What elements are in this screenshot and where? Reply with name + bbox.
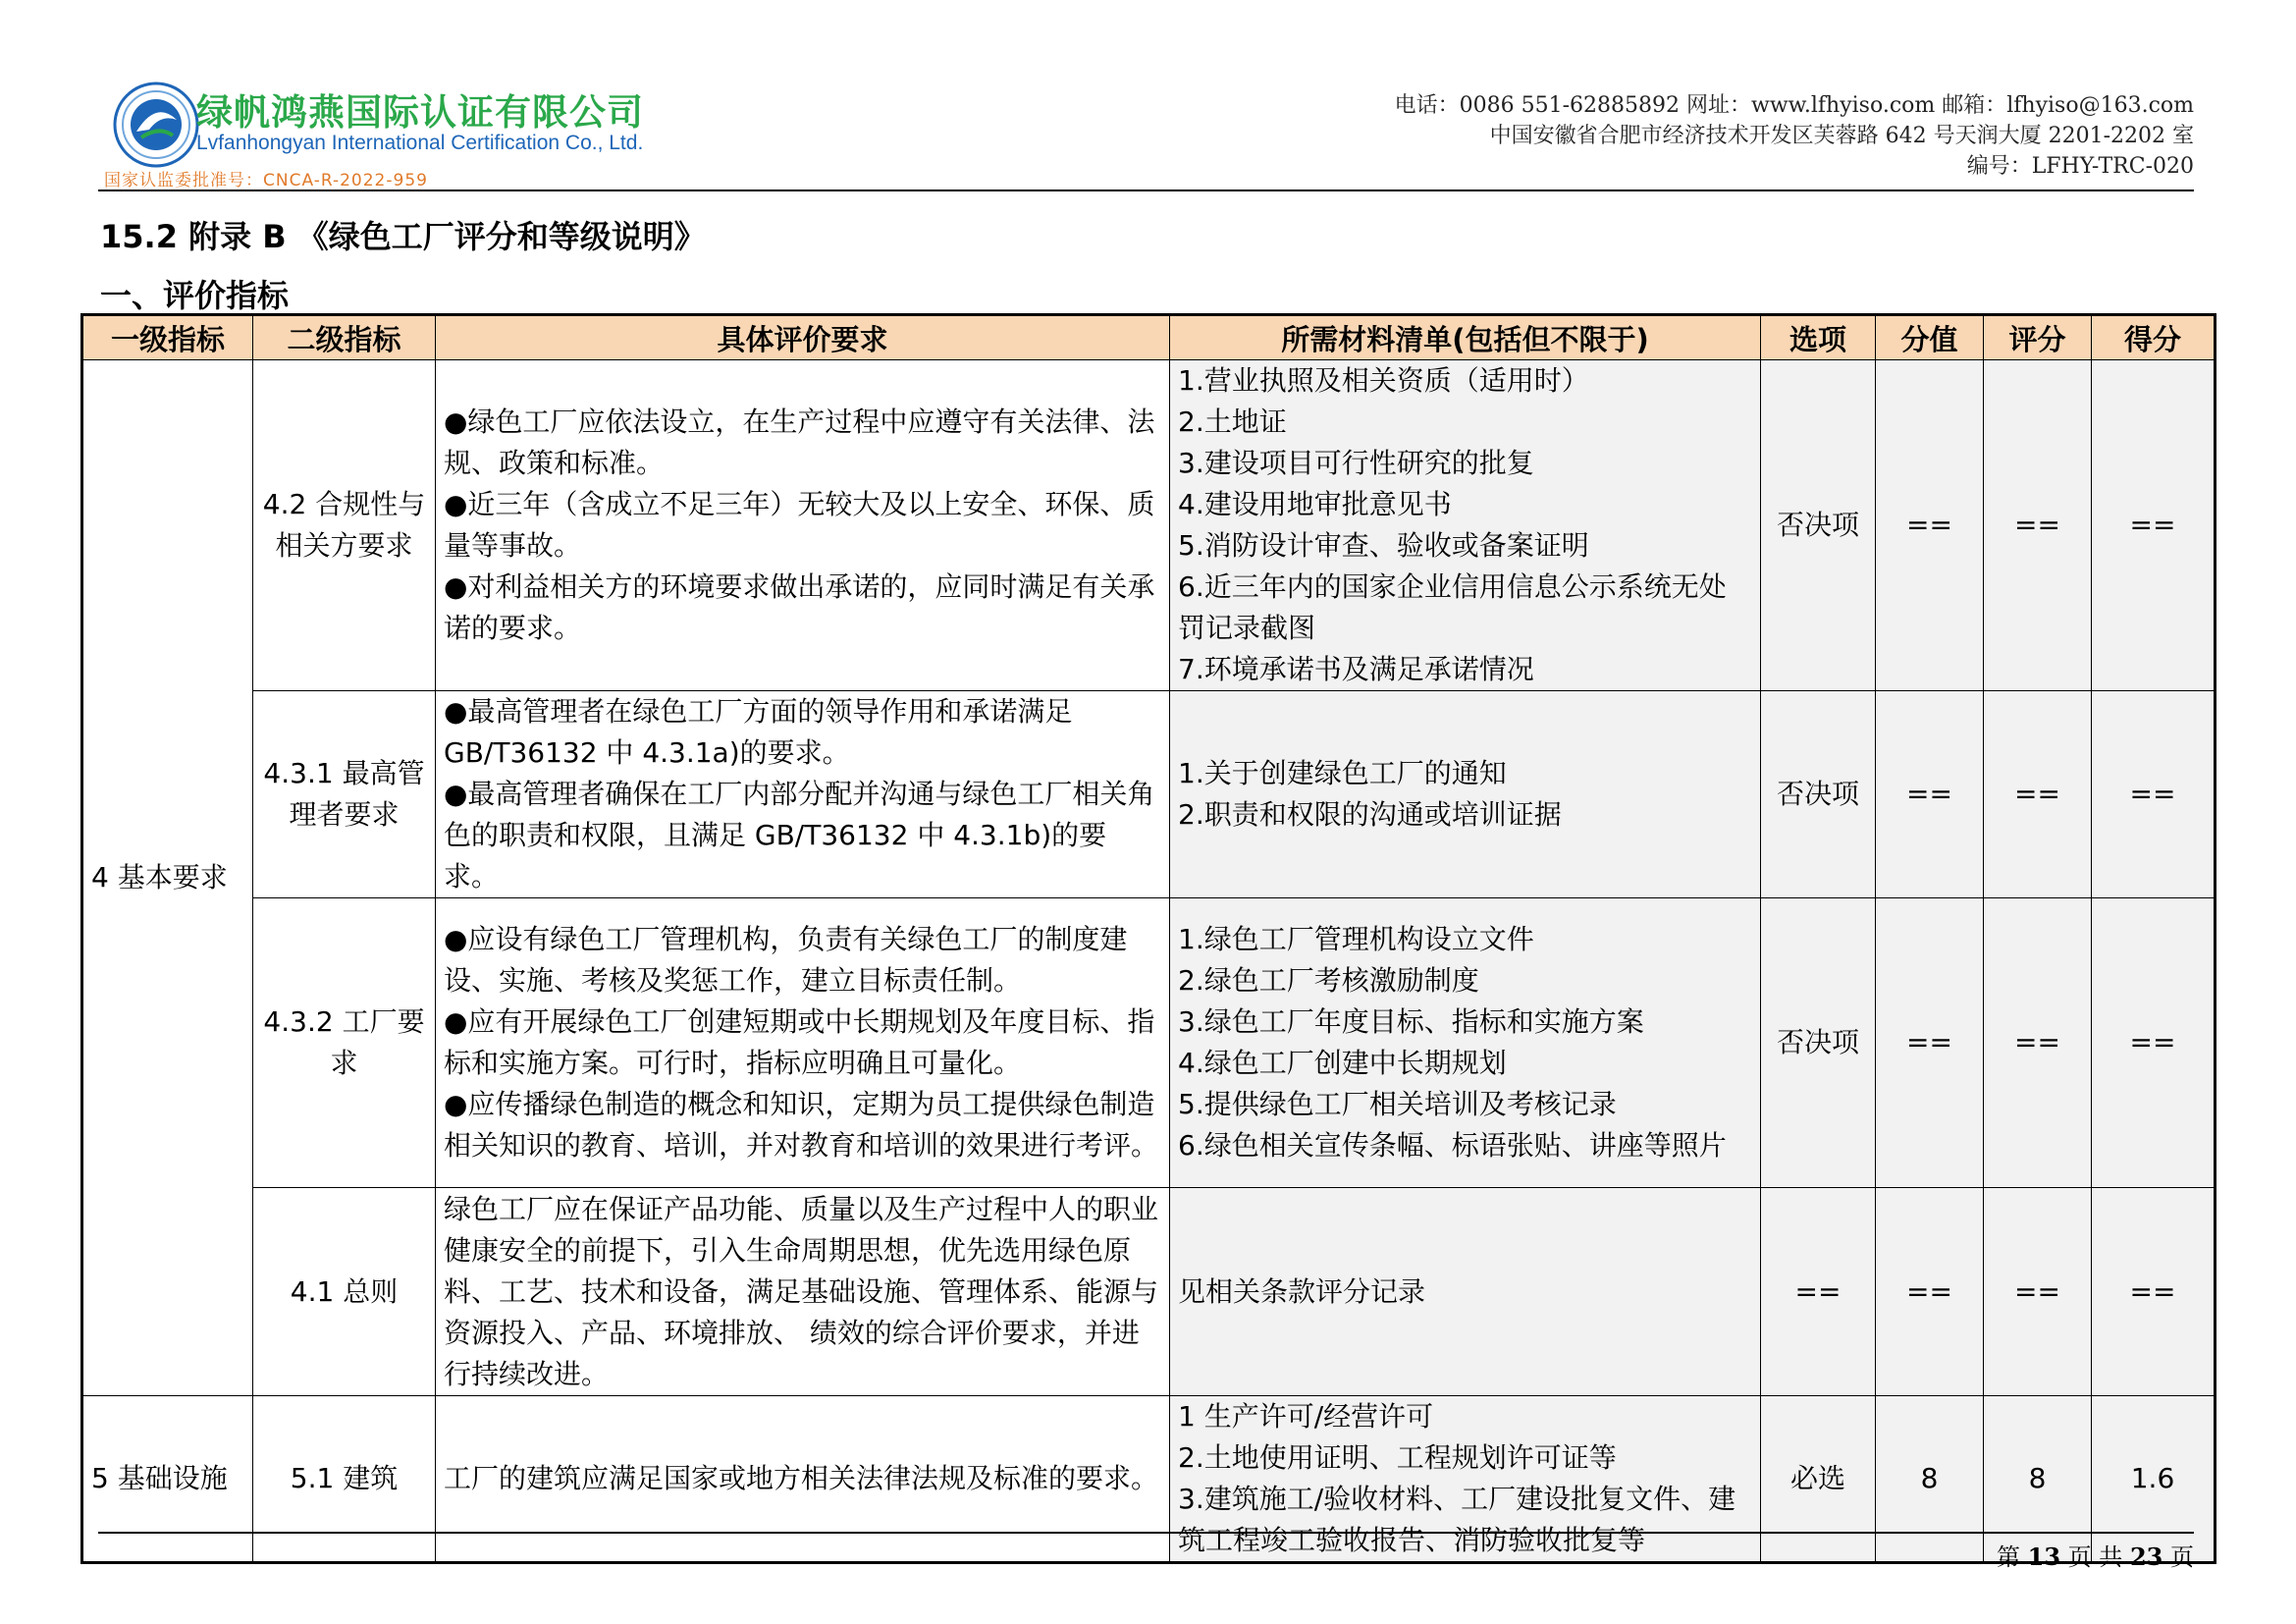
page-suffix: 页 bbox=[2170, 1543, 2194, 1571]
table-row bbox=[82, 898, 2216, 1188]
points-cell: == bbox=[2092, 1188, 2216, 1396]
requirements-cell bbox=[436, 898, 1170, 1188]
score-value-cell: == bbox=[1876, 360, 1984, 691]
requirement-item: ●应传播绿色制造的概念和知识，定期为员工提供绿色制造相关知识的教育、培训，并对教育和培训的效果进行考评。 bbox=[444, 1088, 1159, 1162]
option-cell: 否决项 bbox=[1761, 360, 1876, 691]
column-header: 得分 bbox=[2092, 315, 2216, 360]
points-cell: 1.6 bbox=[2092, 1396, 2216, 1563]
material-item: 2.职责和权限的沟通或培训证据 bbox=[1178, 798, 1562, 831]
requirement-item: ●近三年（含成立不足三年）无较大及以上安全、环保、质量等事故。 bbox=[444, 488, 1155, 562]
material-item: 1.营业执照及相关资质（适用时） bbox=[1178, 364, 1589, 397]
requirements-cell bbox=[436, 691, 1170, 898]
requirements-cell bbox=[436, 1188, 1170, 1396]
table-header-row bbox=[82, 315, 2216, 360]
requirement-item: ●最高管理者在绿色工厂方面的领导作用和承诺满足GB/T36132 中 4.3.1a)的要求。 bbox=[444, 695, 1073, 769]
material-item: 3.建设项目可行性研究的批复 bbox=[1178, 447, 1534, 479]
option-cell: 必选 bbox=[1761, 1396, 1876, 1563]
requirement-item: ●应设有绿色工厂管理机构，负责有关绿色工厂的制度建设、实施、考核及奖惩工作，建立目标责任制。 bbox=[444, 923, 1128, 997]
page-mid: 页 共 bbox=[2067, 1543, 2123, 1571]
material-item: 7.环境承诺书及满足承诺情况 bbox=[1178, 653, 1534, 685]
material-item: 5.提供绿色工厂相关培训及考核记录 bbox=[1178, 1088, 1617, 1120]
materials-cell bbox=[1170, 1396, 1761, 1563]
table-row bbox=[82, 360, 2216, 691]
option-cell: 否决项 bbox=[1761, 898, 1876, 1188]
level2-cell: 5.1 建筑 bbox=[253, 1396, 436, 1563]
contact-line: 电话：0086 551-62885892 网址：www.lfhyiso.com 邮箱：lfhyiso@163.com bbox=[1394, 93, 2194, 118]
score-value-cell: == bbox=[1876, 691, 1984, 898]
score-value-cell: 8 bbox=[1876, 1396, 1984, 1563]
page-current: 13 bbox=[2027, 1543, 2061, 1571]
level2-cell: 4.3.2 工厂要求 bbox=[253, 898, 436, 1188]
company-logo bbox=[98, 77, 644, 190]
column-header: 评分 bbox=[1984, 315, 2092, 360]
requirement-item: 绿色工厂应在保证产品功能、质量以及生产过程中人的职业健康安全的前提下，引入生命周期思想，优先选用绿色原料、工艺、技术和设备，满足基础设施、管理体系、能源与资源投入、产品、环境排放、 绩效的综合评价要求，并进行持续改进。 bbox=[444, 1192, 1159, 1390]
column-header: 选项 bbox=[1761, 315, 1876, 360]
material-item: 3.建筑施工/验收材料、工厂建设批复文件、建筑工程竣工验收报告、消防验收批复等 bbox=[1178, 1483, 1736, 1556]
material-item: 4.建设用地审批意见书 bbox=[1178, 488, 1452, 520]
materials-cell bbox=[1170, 360, 1761, 691]
requirement-item: ●对利益相关方的环境要求做出承诺的，应同时满足有关承诺的要求。 bbox=[444, 570, 1155, 644]
page-number bbox=[1997, 1538, 2194, 1572]
material-item: 2.土地使用证明、工程规划许可证等 bbox=[1178, 1441, 1617, 1474]
column-header: 具体评价要求 bbox=[436, 315, 1170, 360]
section-title: 15.2 附录 B 《绿色工厂评分和等级说明》 bbox=[100, 218, 706, 255]
materials-cell bbox=[1170, 898, 1761, 1188]
material-item: 2.绿色工厂考核激励制度 bbox=[1178, 964, 1479, 997]
requirement-item: 工厂的建筑应满足国家或地方相关法律法规及标准的要求。 bbox=[444, 1462, 1159, 1494]
page-prefix: 第 bbox=[1996, 1543, 2020, 1571]
rating-cell: == bbox=[1984, 691, 2092, 898]
company-logo-icon bbox=[112, 81, 200, 169]
address-line: 中国安徽省合肥市经济技术开发区芙蓉路 642 号天润大厦 2201-2202 室 bbox=[1489, 124, 2194, 148]
level2-cell: 4.1 总则 bbox=[253, 1188, 436, 1396]
page-total: 23 bbox=[2129, 1543, 2163, 1571]
points-cell: == bbox=[2092, 691, 2216, 898]
page-header bbox=[98, 77, 2194, 189]
rating-cell: 8 bbox=[1984, 1396, 2092, 1563]
contact-info bbox=[1395, 90, 2194, 182]
material-item: 3.绿色工厂年度目标、指标和实施方案 bbox=[1178, 1005, 1644, 1038]
material-item: 1 生产许可/经营许可 bbox=[1178, 1400, 1434, 1433]
requirement-item: ●绿色工厂应依法设立，在生产过程中应遵守有关法律、法规、政策和标准。 bbox=[444, 406, 1155, 479]
option-cell: 否决项 bbox=[1761, 691, 1876, 898]
score-value-cell: == bbox=[1876, 898, 1984, 1188]
material-item: 4.绿色工厂创建中长期规划 bbox=[1178, 1047, 1507, 1079]
column-header: 一级指标 bbox=[82, 315, 253, 360]
material-item: 2.土地证 bbox=[1178, 406, 1287, 438]
approval-number: 国家认监委批准号：CNCA-R-2022-959 bbox=[104, 171, 428, 190]
column-header: 二级指标 bbox=[253, 315, 436, 360]
rating-cell: == bbox=[1984, 360, 2092, 691]
header-divider bbox=[98, 189, 2194, 191]
material-item: 1.绿色工厂管理机构设立文件 bbox=[1178, 923, 1534, 955]
requirements-cell bbox=[436, 1396, 1170, 1563]
table-row bbox=[82, 691, 2216, 898]
requirement-item: ●最高管理者确保在工厂内部分配并沟通与绿色工厂相关角色的职责和权限，且满足 GB/T36132 中 4.3.1b)的要求。 bbox=[444, 778, 1155, 893]
table-row bbox=[82, 1188, 2216, 1396]
material-item: 1.关于创建绿色工厂的通知 bbox=[1178, 757, 1507, 789]
table-row bbox=[82, 1396, 2216, 1563]
column-header: 分值 bbox=[1876, 315, 1984, 360]
company-name-cn: 绿帆鸿燕国际认证有限公司 bbox=[196, 91, 644, 134]
column-header: 所需材料清单(包括但不限于) bbox=[1170, 315, 1761, 360]
materials-cell bbox=[1170, 1188, 1761, 1396]
materials-cell bbox=[1170, 691, 1761, 898]
rating-cell: == bbox=[1984, 1188, 2092, 1396]
requirements-cell bbox=[436, 360, 1170, 691]
evaluation-table bbox=[80, 313, 2216, 1564]
points-cell: == bbox=[2092, 898, 2216, 1188]
level2-cell: 4.2 合规性与相关方要求 bbox=[253, 360, 436, 691]
option-cell: == bbox=[1761, 1188, 1876, 1396]
company-name-en: Lvfanhongyan International Certification Co., Ltd. bbox=[196, 132, 644, 154]
level1-cell: 4 基本要求 bbox=[82, 360, 253, 1396]
footer-divider bbox=[98, 1532, 2194, 1534]
level1-cell: 5 基础设施 bbox=[82, 1396, 253, 1563]
material-item: 6.近三年内的国家企业信用信息公示系统无处罚记录截图 bbox=[1178, 570, 1727, 644]
requirement-item: ●应有开展绿色工厂创建短期或中长期规划及年度目标、指标和实施方案。可行时，指标应明确且可量化。 bbox=[444, 1005, 1155, 1079]
level2-cell: 4.3.1 最高管理者要求 bbox=[253, 691, 436, 898]
sub-title: 一、评价指标 bbox=[100, 277, 290, 314]
material-item: 见相关条款评分记录 bbox=[1178, 1274, 1426, 1308]
score-value-cell: == bbox=[1876, 1188, 1984, 1396]
points-cell: == bbox=[2092, 360, 2216, 691]
doc-number: 编号：LFHY-TRC-020 bbox=[1966, 154, 2194, 179]
material-item: 6.绿色相关宣传条幅、标语张贴、讲座等照片 bbox=[1178, 1129, 1727, 1162]
rating-cell: == bbox=[1984, 898, 2092, 1188]
material-item: 5.消防设计审查、验收或备案证明 bbox=[1178, 529, 1589, 562]
